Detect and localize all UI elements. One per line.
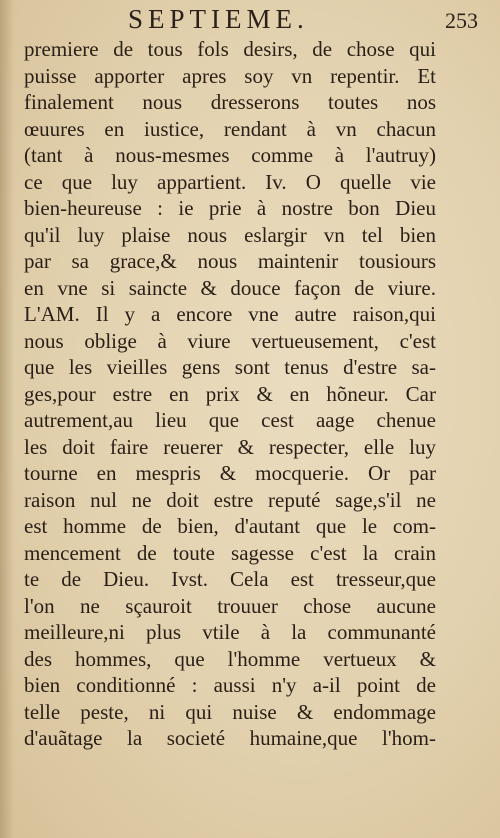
text-line: qu'il luy plaise nous eslargir vn tel bien bbox=[24, 222, 436, 247]
gutter-shadow bbox=[0, 0, 14, 838]
text-line: bien conditionné : aussi n'y a-il point de bbox=[24, 673, 436, 697]
text-line: autrement,au lieu que cest aage chenue bbox=[24, 408, 436, 432]
text-line: les doit faire reuerer & respecter, elle luy bbox=[24, 434, 436, 459]
text-line: ges,pour estre en prix & en hõneur. Car bbox=[24, 381, 436, 406]
text-line: en vne si saincte & douce façon de viure. bbox=[24, 275, 436, 300]
text-line: L'AM. Il y a encore vne autre raison,qui bbox=[24, 302, 436, 326]
text-line: nous oblige à viure vertueusement, c'est bbox=[24, 328, 436, 353]
text-line: que les vieilles gens sont tenus d'estre sa- bbox=[24, 355, 436, 379]
text-line: te de Dieu. Ivst. Cela est tresseur,que bbox=[24, 567, 436, 591]
body-text bbox=[24, 36, 436, 752]
running-head bbox=[0, 4, 500, 36]
running-title: SEPTIEME. bbox=[128, 4, 309, 34]
text-line: mencement de toute sagesse c'est la crain bbox=[24, 540, 436, 565]
text-line: finalement nous dresserons toutes nos bbox=[24, 90, 436, 114]
text-line: telle peste, ni qui nuise & endommage bbox=[24, 699, 436, 724]
text-line: œuures en iustice, rendant à vn chacun bbox=[24, 116, 436, 141]
text-line: (tant à nous-mesmes comme à l'autruy) bbox=[24, 143, 436, 167]
text-line: par sa grace,& nous maintenir tousiours bbox=[24, 249, 436, 273]
text-line: bien-heureuse : ie prie à nostre bon Dieu bbox=[24, 196, 436, 220]
text-line: meilleure,ni plus vtile à la communanté bbox=[24, 620, 436, 644]
text-line: d'auãtage la societé humaine,que l'hom- bbox=[24, 726, 436, 750]
text-line: l'on ne sçauroit trouuer chose aucune bbox=[24, 593, 436, 618]
text-line: ce que luy appartient. Iv. O quelle vie bbox=[24, 169, 436, 194]
text-line: raison nul ne doit estre reputé sage,s'il ne bbox=[24, 487, 436, 512]
text-line: des hommes, que l'homme vertueux & bbox=[24, 646, 436, 671]
text-line: est homme de bien, d'autant que le com- bbox=[24, 514, 436, 538]
page-number: 253 bbox=[445, 8, 478, 33]
text-line: puisse apporter apres soy vn repentir. Et bbox=[24, 63, 436, 88]
text-line: premiere de tous fols desirs, de chose qui bbox=[24, 37, 436, 61]
text-line: tourne en mespris & mocquerie. Or par bbox=[24, 461, 436, 485]
